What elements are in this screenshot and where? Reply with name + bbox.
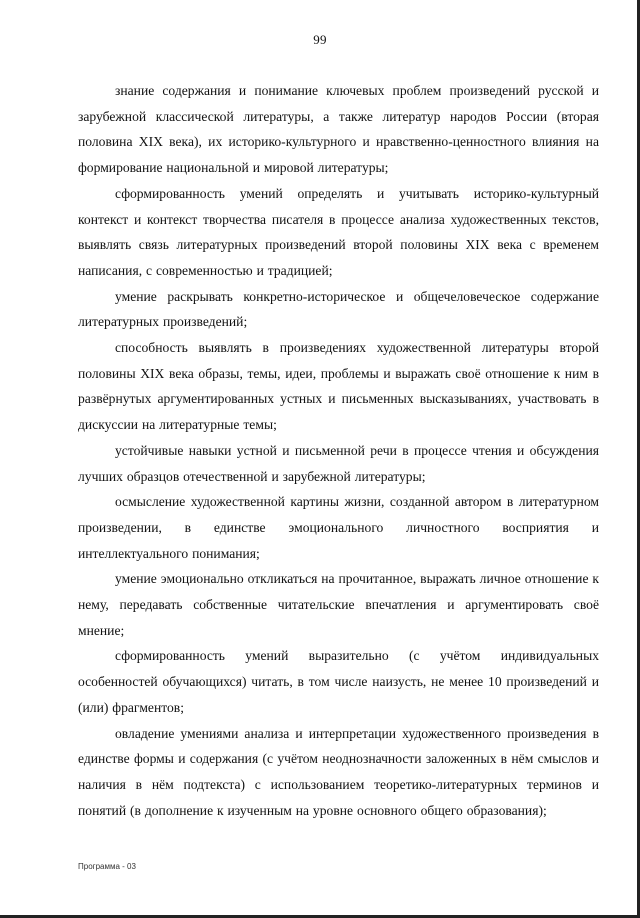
paragraph-1: знание содержания и понимание ключевых проблем произведений русской и зарубежной классической литературы, а также литератур народов России (вторая половина XIX века), их историко-культурного и нравственно-ценностного влияния на формирование национальной и мировой литературы; [78, 83, 599, 176]
document-body [78, 78, 599, 823]
paragraph-4: способность выявлять в произведениях художественной литературы второй половины XIX века образы, темы, идеи, проблемы и выражать своё отношение к ним в развёрнутых аргументированных устных и письменных высказываниях, участвовать в дискуссии на литературные темы; [78, 340, 599, 433]
paragraph-6: осмысление художественной картины жизни, созданной автором в литературном произведении, в единстве эмоционального личностного восприятия и интеллектуального понимания; [78, 494, 599, 561]
page-number: 99 [313, 32, 327, 47]
paragraph-9: овладение умениями анализа и интерпретации художественного произведения в единстве формы и содержания (с учётом неоднозначности заложенных в нём смыслов и наличия в нём подтекста) с использованием теоретико-литературных терминов и понятий (в дополнение к изученным на уровне основного общего образования); [78, 725, 599, 818]
paragraph-3: умение раскрывать конкретно-историческое и общечеловеческое содержание литературных произведений; [78, 288, 599, 330]
paragraph-8: сформированность умений выразительно (с учётом индивидуальных особенностей обучающихся) читать, в том числе наизусть, не менее 10 произведений и (или) фрагментов; [78, 648, 599, 715]
page-footer: Программа - 03 [78, 862, 136, 871]
paragraph-2: сформированность умений определять и учитывать историко-культурный контекст и контекст творчества писателя в процессе анализа художественных текстов, выявлять связь литературных произведений второй половины XIX века с временем написания, с современностью и традицией; [78, 185, 599, 278]
paragraph-7: умение эмоционально откликаться на прочитанное, выражать личное отношение к нему, передавать собственные читательские впечатления и аргументировать своё мнение; [78, 571, 599, 638]
paragraph-5: устойчивые навыки устной и письменной речи в процессе чтения и обсуждения лучших образцов отечественной и зарубежной литературы; [78, 442, 599, 484]
